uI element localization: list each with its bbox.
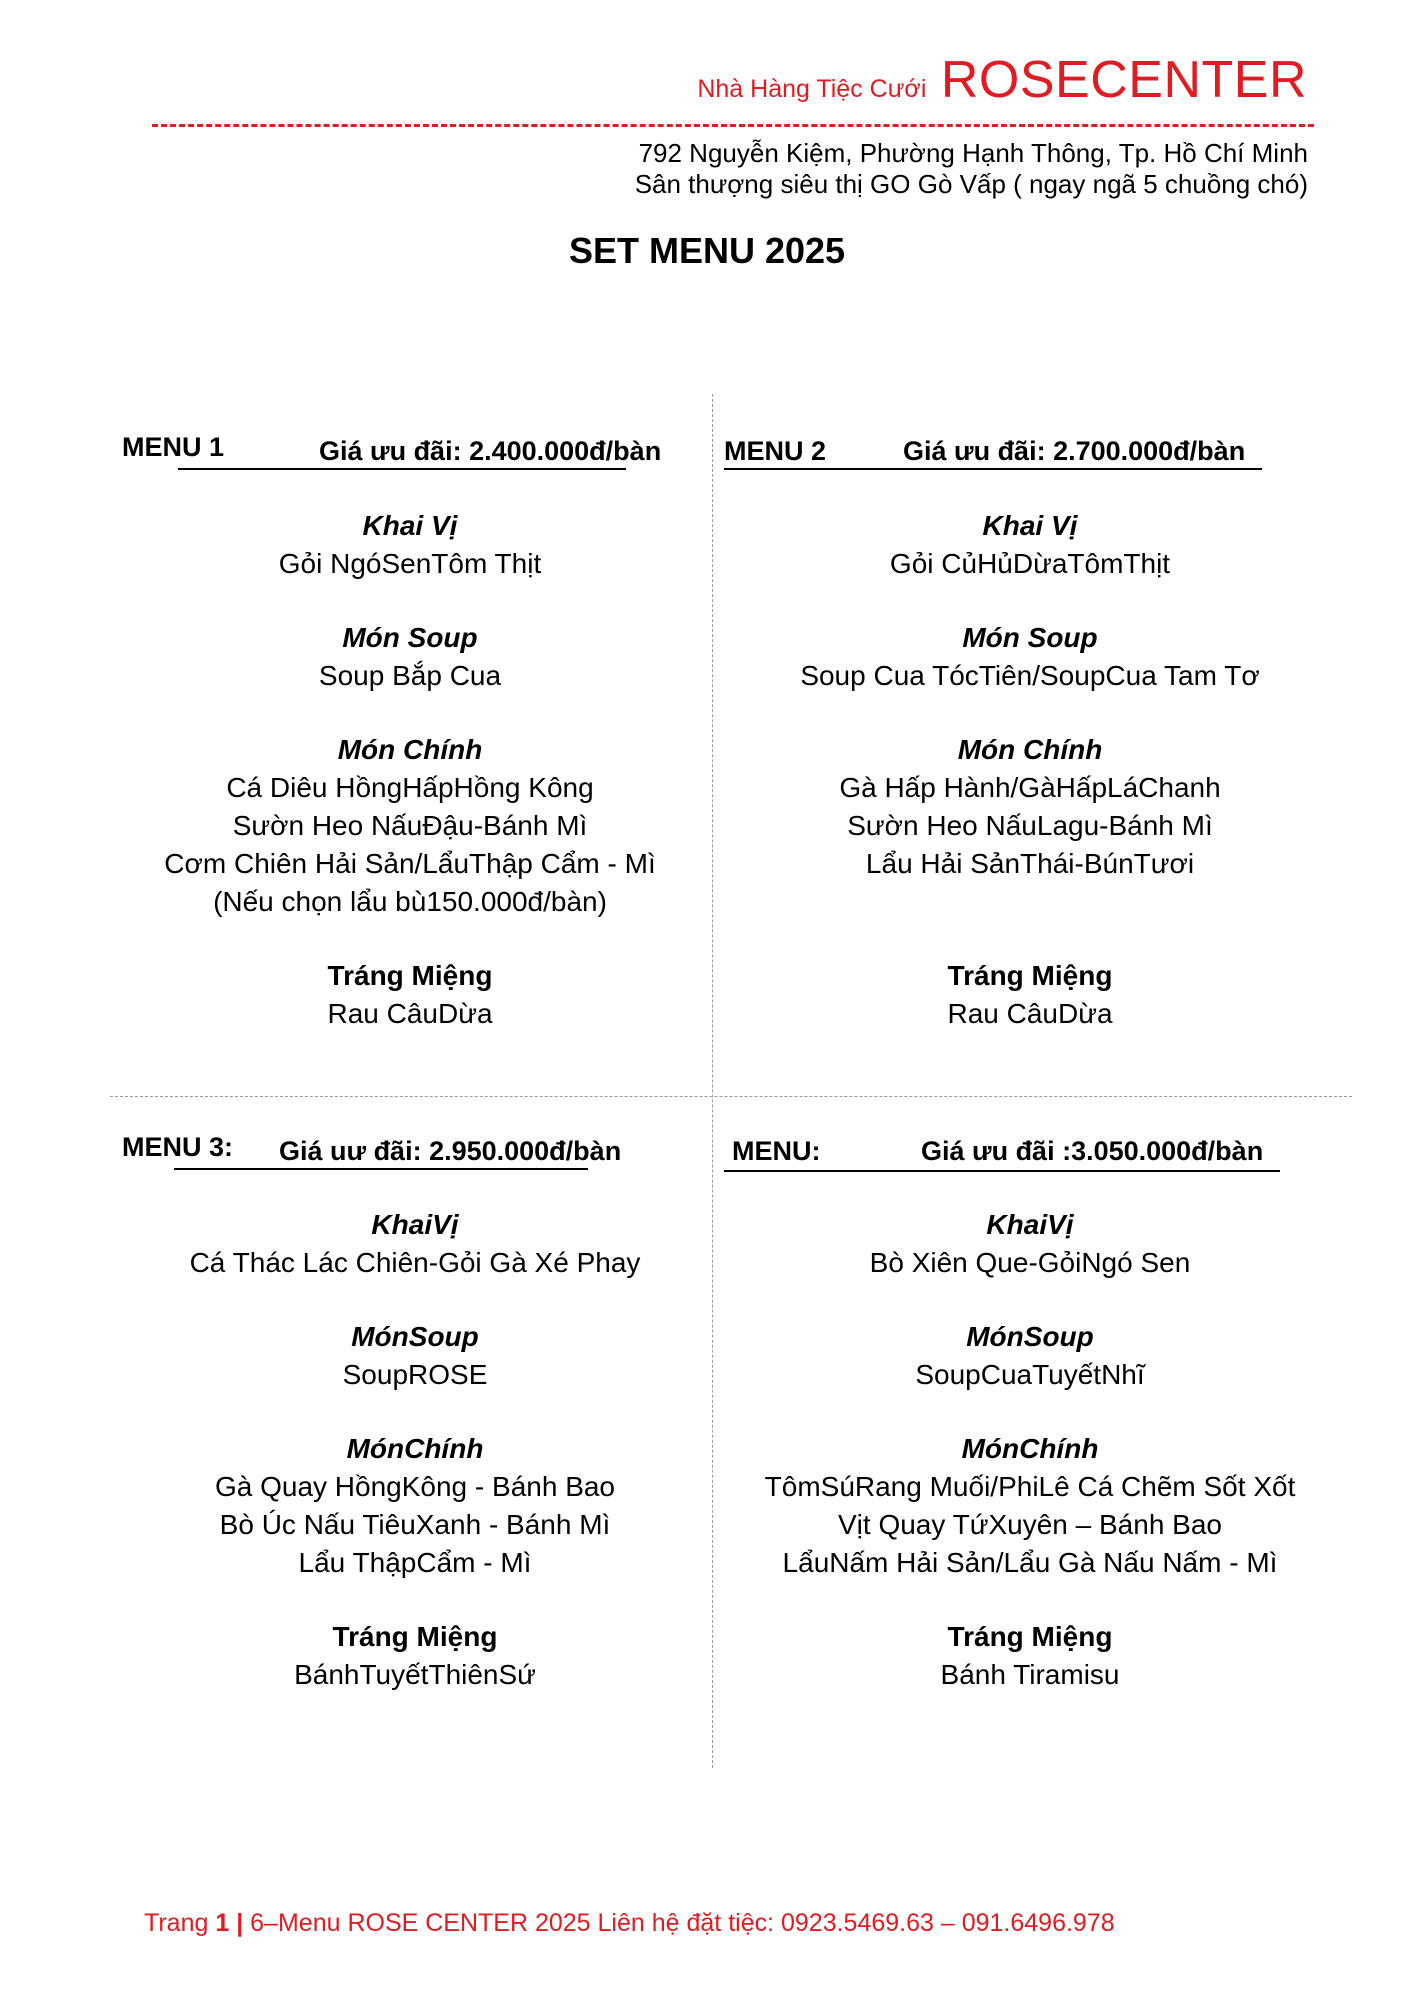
dish-item: Bánh Tiramisu <box>940 1659 1120 1690</box>
page-title: SET MENU 2025 <box>568 230 846 271</box>
menu-2-section-main <box>730 731 1330 921</box>
dish-item: Gà Quay HồngKông - Bánh Bao <box>214 1471 616 1502</box>
dish-item: Gỏi NgóSenTôm Thịt <box>278 548 542 579</box>
page-footer <box>144 1909 1115 1938</box>
section-title: MónChính <box>961 1433 1099 1464</box>
section-title: Tráng Miệng <box>947 1621 1113 1652</box>
menu-1-underline <box>178 468 626 470</box>
menu-3-section-dessert <box>120 1618 710 1694</box>
dish-item: Sườn Heo NấuLagu-Bánh Mì <box>847 810 1213 841</box>
section-title: Món Soup <box>962 622 1098 653</box>
menu-4-section-soup <box>720 1318 1340 1394</box>
menu-3-section-main <box>120 1430 710 1582</box>
menu-2-price: Giá ưu đãi: 2.700.000đ/bàn <box>903 436 1246 466</box>
menu-3-price: Giá uư đãi: 2.950.000đ/bàn <box>279 1136 622 1166</box>
dish-item: Lẩu ThậpCẩm - Mì <box>298 1547 532 1578</box>
menu-2-section-soup <box>730 619 1330 695</box>
dish-item: Gỏi CủHủDừaTômThịt <box>889 548 1171 579</box>
section-title: Tráng Miệng <box>332 1621 498 1652</box>
section-title: Món Chính <box>957 734 1103 765</box>
menu-4-section-khai-vi <box>720 1206 1340 1282</box>
menu-1-section-dessert <box>120 957 700 1033</box>
footer-page-word: Trang <box>144 1909 209 1937</box>
menu-4-section-dessert <box>720 1618 1340 1694</box>
menu-3-section-soup <box>120 1318 710 1394</box>
menu-2-section-khai-vi <box>730 507 1330 583</box>
dish-item: BánhTuyếtThiênSứ <box>294 1659 536 1690</box>
menu-4-body <box>720 1206 1340 1694</box>
menu-1-body <box>120 507 700 1033</box>
vertical-divider <box>712 394 713 1768</box>
dish-item: LẩuNấm Hải Sản/Lẩu Gà Nấu Nấm - Mì <box>782 1547 1278 1578</box>
address-line-2: Sân thượng siêu thị GO Gò Vấp ( ngay ngã 5 chuồng chó) <box>634 169 1308 199</box>
menu-3-body <box>120 1206 710 1694</box>
dish-item: Rau CâuDừa <box>327 998 493 1029</box>
address-line-1: 792 Nguyễn Kiệm, Phường Hạnh Thông, Tp. Hồ Chí Minh <box>638 138 1308 168</box>
dish-item: SoupROSE <box>342 1359 488 1390</box>
footer-page-number: 1 <box>215 1909 230 1937</box>
menu-2-body <box>730 507 1330 1033</box>
dish-item: Vịt Quay TứXuyên – Bánh Bao <box>837 1509 1222 1540</box>
footer-text: 6–Menu ROSE CENTER 2025 Liên hệ đặt tiệc: 0923.5469.63 – 091.6496.978 <box>250 1909 1115 1937</box>
menu-3-label: MENU 3: <box>122 1132 234 1162</box>
menu-3-underline <box>174 1168 588 1170</box>
section-title: Món Soup <box>342 622 478 653</box>
dish-item: SoupCuaTuyếtNhĩ <box>915 1359 1145 1390</box>
menu-2-underline <box>724 468 1262 470</box>
menu-4-price: Giá ưu đãi :3.050.000đ/bàn <box>921 1136 1264 1166</box>
menu-1-section-khai-vi <box>120 507 700 583</box>
section-title: Tráng Miệng <box>947 960 1113 991</box>
section-title: Khai Vị <box>982 510 1078 541</box>
dish-item: Gà Hấp Hành/GàHấpLáChanh <box>839 772 1221 803</box>
dish-item: Soup Bắp Cua <box>318 660 502 691</box>
section-title: MónChính <box>346 1433 484 1464</box>
dish-item: Sườn Heo NấuĐậu-Bánh Mì <box>232 810 588 841</box>
dish-item: Cá Diêu HồngHấpHồng Kông <box>226 772 594 803</box>
dish-item: Soup Cua TócTiên/SoupCua Tam Tơ <box>800 660 1260 691</box>
brand-prefix: Nhà Hàng Tiệc Cưới <box>697 75 927 103</box>
menu-1-section-main <box>120 731 700 921</box>
header-dashed-rule <box>152 124 1314 127</box>
section-title: KhaiVị <box>986 1209 1074 1240</box>
section-title: Món Chính <box>337 734 483 765</box>
dish-item: Bò Xiên Que-GỏiNgó Sen <box>869 1247 1191 1278</box>
menu-2-label: MENU 2 <box>724 436 827 466</box>
section-title: Khai Vị <box>362 510 458 541</box>
section-title: Tráng Miệng <box>327 960 493 991</box>
menu-4-underline <box>724 1170 1280 1172</box>
menu-2-section-dessert <box>730 957 1330 1033</box>
dish-item: Bò Úc Nấu TiêuXanh - Bánh Mì <box>219 1509 611 1540</box>
dish-item: Rau CâuDừa <box>947 998 1113 1029</box>
dish-item: Cá Thác Lác Chiên-Gỏi Gà Xé Phay <box>189 1247 641 1278</box>
dish-item: Cơm Chiên Hải Sản/LẩuThập Cẩm - Mì <box>164 848 656 879</box>
dish-note: (Nếu chọn lẩu bù150.000đ/bàn) <box>213 886 607 917</box>
menu-1-section-soup <box>120 619 700 695</box>
brand-header <box>697 50 1307 110</box>
section-title: MónSoup <box>351 1321 479 1352</box>
dish-item: Lẩu Hải SảnThái-BúnTươi <box>865 848 1195 879</box>
horizontal-divider <box>110 1096 1352 1097</box>
dish-item: TômSúRang Muối/PhiLê Cá Chẽm Sốt Xốt <box>764 1471 1296 1502</box>
menu-3-section-khai-vi <box>120 1206 710 1282</box>
brand-name: ROSECENTER <box>940 51 1307 109</box>
footer-separator: | <box>236 1909 244 1937</box>
menu-1-price: Giá ưu đãi: 2.400.000đ/bàn <box>319 436 662 466</box>
section-title: MónSoup <box>966 1321 1094 1352</box>
empty-line <box>730 883 1330 921</box>
menu-1-label: MENU 1 <box>122 432 225 462</box>
section-title: KhaiVị <box>371 1209 459 1240</box>
menu-4-section-main <box>720 1430 1340 1582</box>
menu-4-label: MENU: <box>732 1136 821 1166</box>
